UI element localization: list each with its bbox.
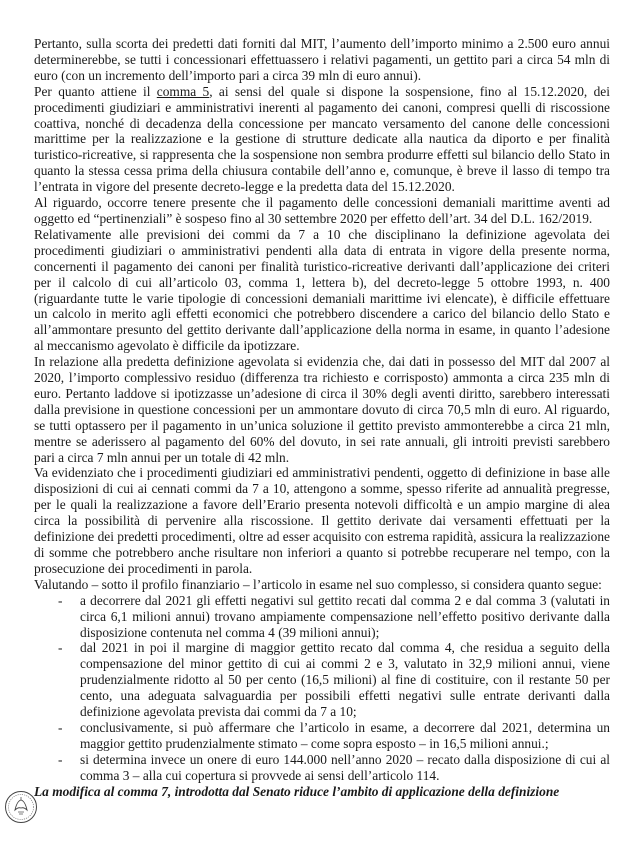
- list-item: [34, 752, 610, 784]
- bullet-dash: -: [58, 640, 63, 656]
- bullet-dash: -: [58, 751, 63, 767]
- paragraph-2-text: , ai sensi del quale si dispone la sospensione, fino al 15.12.2020, dei procedimenti giudiziari e amministrativi inerenti al pagamento dei canoni, compresi quelli di riscossione coattiva, nonché di decadenza della concessione per mancato versamento del canone delle concessioni marittime per la realizzazione e la gestione di strutture dedicate alla nautica da diporto e per finalità turistico-ricreative, si rappresenta che la sospensione non sembra produrre effetti sul bilancio dello Stato in quanto la stessa cessa prima della chiusura contabile dell’anno e, comunque, è breve il lasso di tempo tra l’entrata in vigore del presente decreto-legge e la predetta data del 15.12.2020.: [34, 83, 610, 195]
- list-item-text: si determina invece un onere di euro 144.000 nell’anno 2020 – recato dalla disposizione di cui al comma 3 – alla cui copertura si provvede ai sensi dell’articolo 114.: [80, 751, 610, 783]
- comma-5-reference: comma 5: [156, 83, 210, 99]
- paragraph-3: Al riguardo, occorre tenere presente che il pagamento delle concessioni demaniali marittime aventi ad oggetto ed “pertinenziali” è sospeso fino al 30 settembre 2020 per effetto dell’art. 34 del D.L. 162/2019.: [34, 195, 610, 226]
- list-item: [34, 593, 610, 641]
- paragraph-1: Pertanto, sulla scorta dei predetti dati forniti dal MIT, l’aumento dell’importo minimo a 2.500 euro annui determinerebbe, se tutti i concessionari effettuassero i relativi pagamenti, un gettito pari a circa 54 mln di euro (con un incremento dell’importo pari a circa 39 mln di euro annui).: [34, 36, 610, 83]
- paragraph-4: Relativamente alle previsioni dei commi da 7 a 10 che disciplinano la definizione agevolata dei procedimenti giudiziari o amministrativi pendenti alla data di entrata in vigore della presente norma, concernenti il pagamento dei canoni per finalità turistico-ricreative derivanti dall’applicazione dei criteri per il calcolo di cui all’articolo 03, comma 1, lettera b), del decreto-legge 5 ottobre 1993, n. 400 (riguardante tutte le varie tipologie di concessioni demaniali marittime ivi elencate), è difficile effettuare un calcolo in merito agli effetti economici che potrebbero discendere a carico del bilancio dello Stato e all’ammontare presunto del gettito derivante dall’applicazione della norma in esame, in quanto l’adesione al meccanismo agevolato è difficile da ipotizzare.: [34, 226, 610, 354]
- paragraph-5: In relazione alla predetta definizione agevolata si evidenzia che, dai dati in possesso del MIT dal 2007 al 2020, l’importo complessivo residuo (differenza tra richiesto e corrisposto) ammonta a circa 235 mln di euro. Pertanto laddove si ipotizzasse un’adesione di circa il 30% degli aventi diritto, sarebbero interessati dalla previsione in questione concessioni per un ammontare dovuto di circa 70,5 mln di euro. Al riguardo, se tutti optassero per il pagamento in un’unica soluzione il gettito previsto ammonterebbe a circa 21 mln, mentre se aderissero al pagamento del 60% del dovuto, in sei rate annuali, gli introiti previsti sarebbero pari a circa 7 mln annui per un totale di 42 mln.: [34, 354, 610, 465]
- document-body: [34, 36, 610, 800]
- financial-effects-list: [34, 593, 610, 784]
- list-item: [34, 640, 610, 720]
- list-item: [34, 720, 610, 752]
- official-seal-icon: [4, 790, 38, 824]
- senate-amendment-note: La modifica al comma 7, introdotta dal Senato riduce l’ambito di applicazione della definizione: [34, 783, 560, 799]
- paragraph-6: Va evidenziato che i procedimenti giudiziari ed amministrativi pendenti, oggetto di definizione in base alle disposizioni di cui ai cennati commi da 7 a 10, attengono a somme, spesso riferite ad annualità pregresse, per le quali la realizzazione a favore dell’Erario presenta notevoli difficoltà e un ampio margine di alea circa la possibilità di pervenire alla riscossione. Il gettito derivate dai versamenti effettuati per la definizione dei predetti procedimenti, oltre ad esser acquisito con estrema rapidità, assicura la realizzazione di somme che potrebbero anche risultare non inferiori a quanto si potrebbe recuperare nel tempo, con la prosecuzione dei procedimenti in parola.: [34, 465, 610, 576]
- bullet-dash: -: [58, 592, 63, 608]
- bullet-dash: -: [58, 719, 63, 735]
- paragraph-7: Valutando – sotto il profilo finanziario – l’articolo in esame nel suo complesso, si considera quanto segue:: [34, 576, 602, 592]
- list-item-text: dal 2021 in poi il margine di maggior gettito recato dal comma 4, che residua a seguito della compensazione del minor gettito di cui ai commi 2 e 3, valutato in 32,9 milioni annui, viene prudenzialmente ridotto al 50 per cento (16,5 milioni) al fine di costituire, con il restante 50 per cento, una adeguata salvaguardia per possibili effetti negativi sulle entrate derivanti dalla definizione agevolata prevista dai commi da 7 a 10;: [80, 640, 610, 720]
- paragraph-2: [34, 84, 610, 195]
- paragraph-2-intro: Per quanto attiene il: [34, 83, 157, 99]
- list-item-text: conclusivamente, si può affermare che l’articolo in esame, a decorrere dal 2021, determina un maggior gettito prudenzialmente stimato – come sopra esposto – in 16,5 milioni annui.;: [80, 719, 610, 751]
- list-item-text: a decorrere dal 2021 gli effetti negativi sul gettito recati dal comma 2 e dal comma 3 (valutati in circa 6,1 milioni annui) trovano ampiamente compensazione nell’effetto positivo derivante dalla disposizione contenuta nel comma 4 (39 milioni annui);: [80, 592, 610, 640]
